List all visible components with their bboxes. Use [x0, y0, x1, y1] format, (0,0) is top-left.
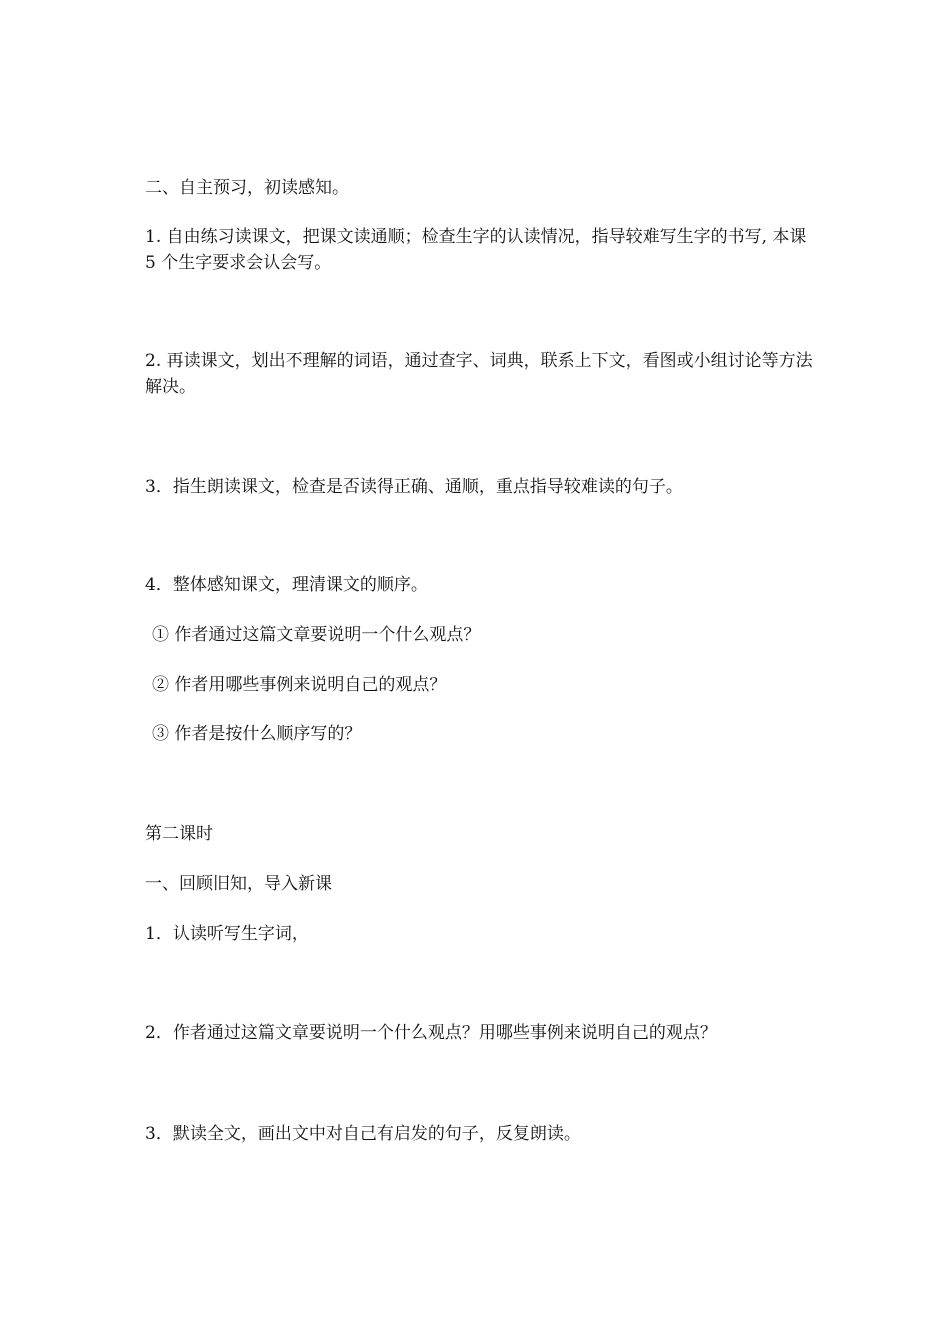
section-heading-preview: 二、自主预习，初读感知。: [145, 178, 349, 198]
question-examples: ② 作者用哪些事例来说明自己的观点？: [152, 675, 447, 695]
question-viewpoint: ① 作者通过这篇文章要说明一个什么观点？: [152, 625, 481, 645]
review-step-2: 2．作者通过这篇文章要说明一个什么观点？用哪些事例来说明自己的观点？: [145, 1023, 717, 1043]
step-3-read-aloud: 3．指生朗读课文，检查是否读得正确、通顺，重点指导较难读的句子。: [145, 477, 683, 497]
review-step-3: 3．默读全文，画出文中对自己有启发的句子，反复朗读。: [145, 1124, 581, 1144]
section-heading-review: 一、回顾旧知，导入新课: [145, 874, 332, 894]
step-2-reread: 2. 再读课文，划出不理解的词语，通过查字、词典，联系上下文，看图或小组讨论等方法解决。: [145, 351, 813, 397]
lesson-two-heading: 第二课时: [145, 824, 213, 844]
review-step-1: 1．认读听写生字词，: [145, 924, 309, 944]
step-1-free-reading: 1. 自由练习读课文，把课文读通顺；检查生字的认读情况，指导较难写生字的书写, 本课 5 个生字要求会认会写。: [145, 227, 807, 273]
question-order: ③ 作者是按什么顺序写的？: [152, 724, 362, 744]
step-4-overall-perception: 4．整体感知课文，理清课文的顺序。: [145, 575, 428, 595]
